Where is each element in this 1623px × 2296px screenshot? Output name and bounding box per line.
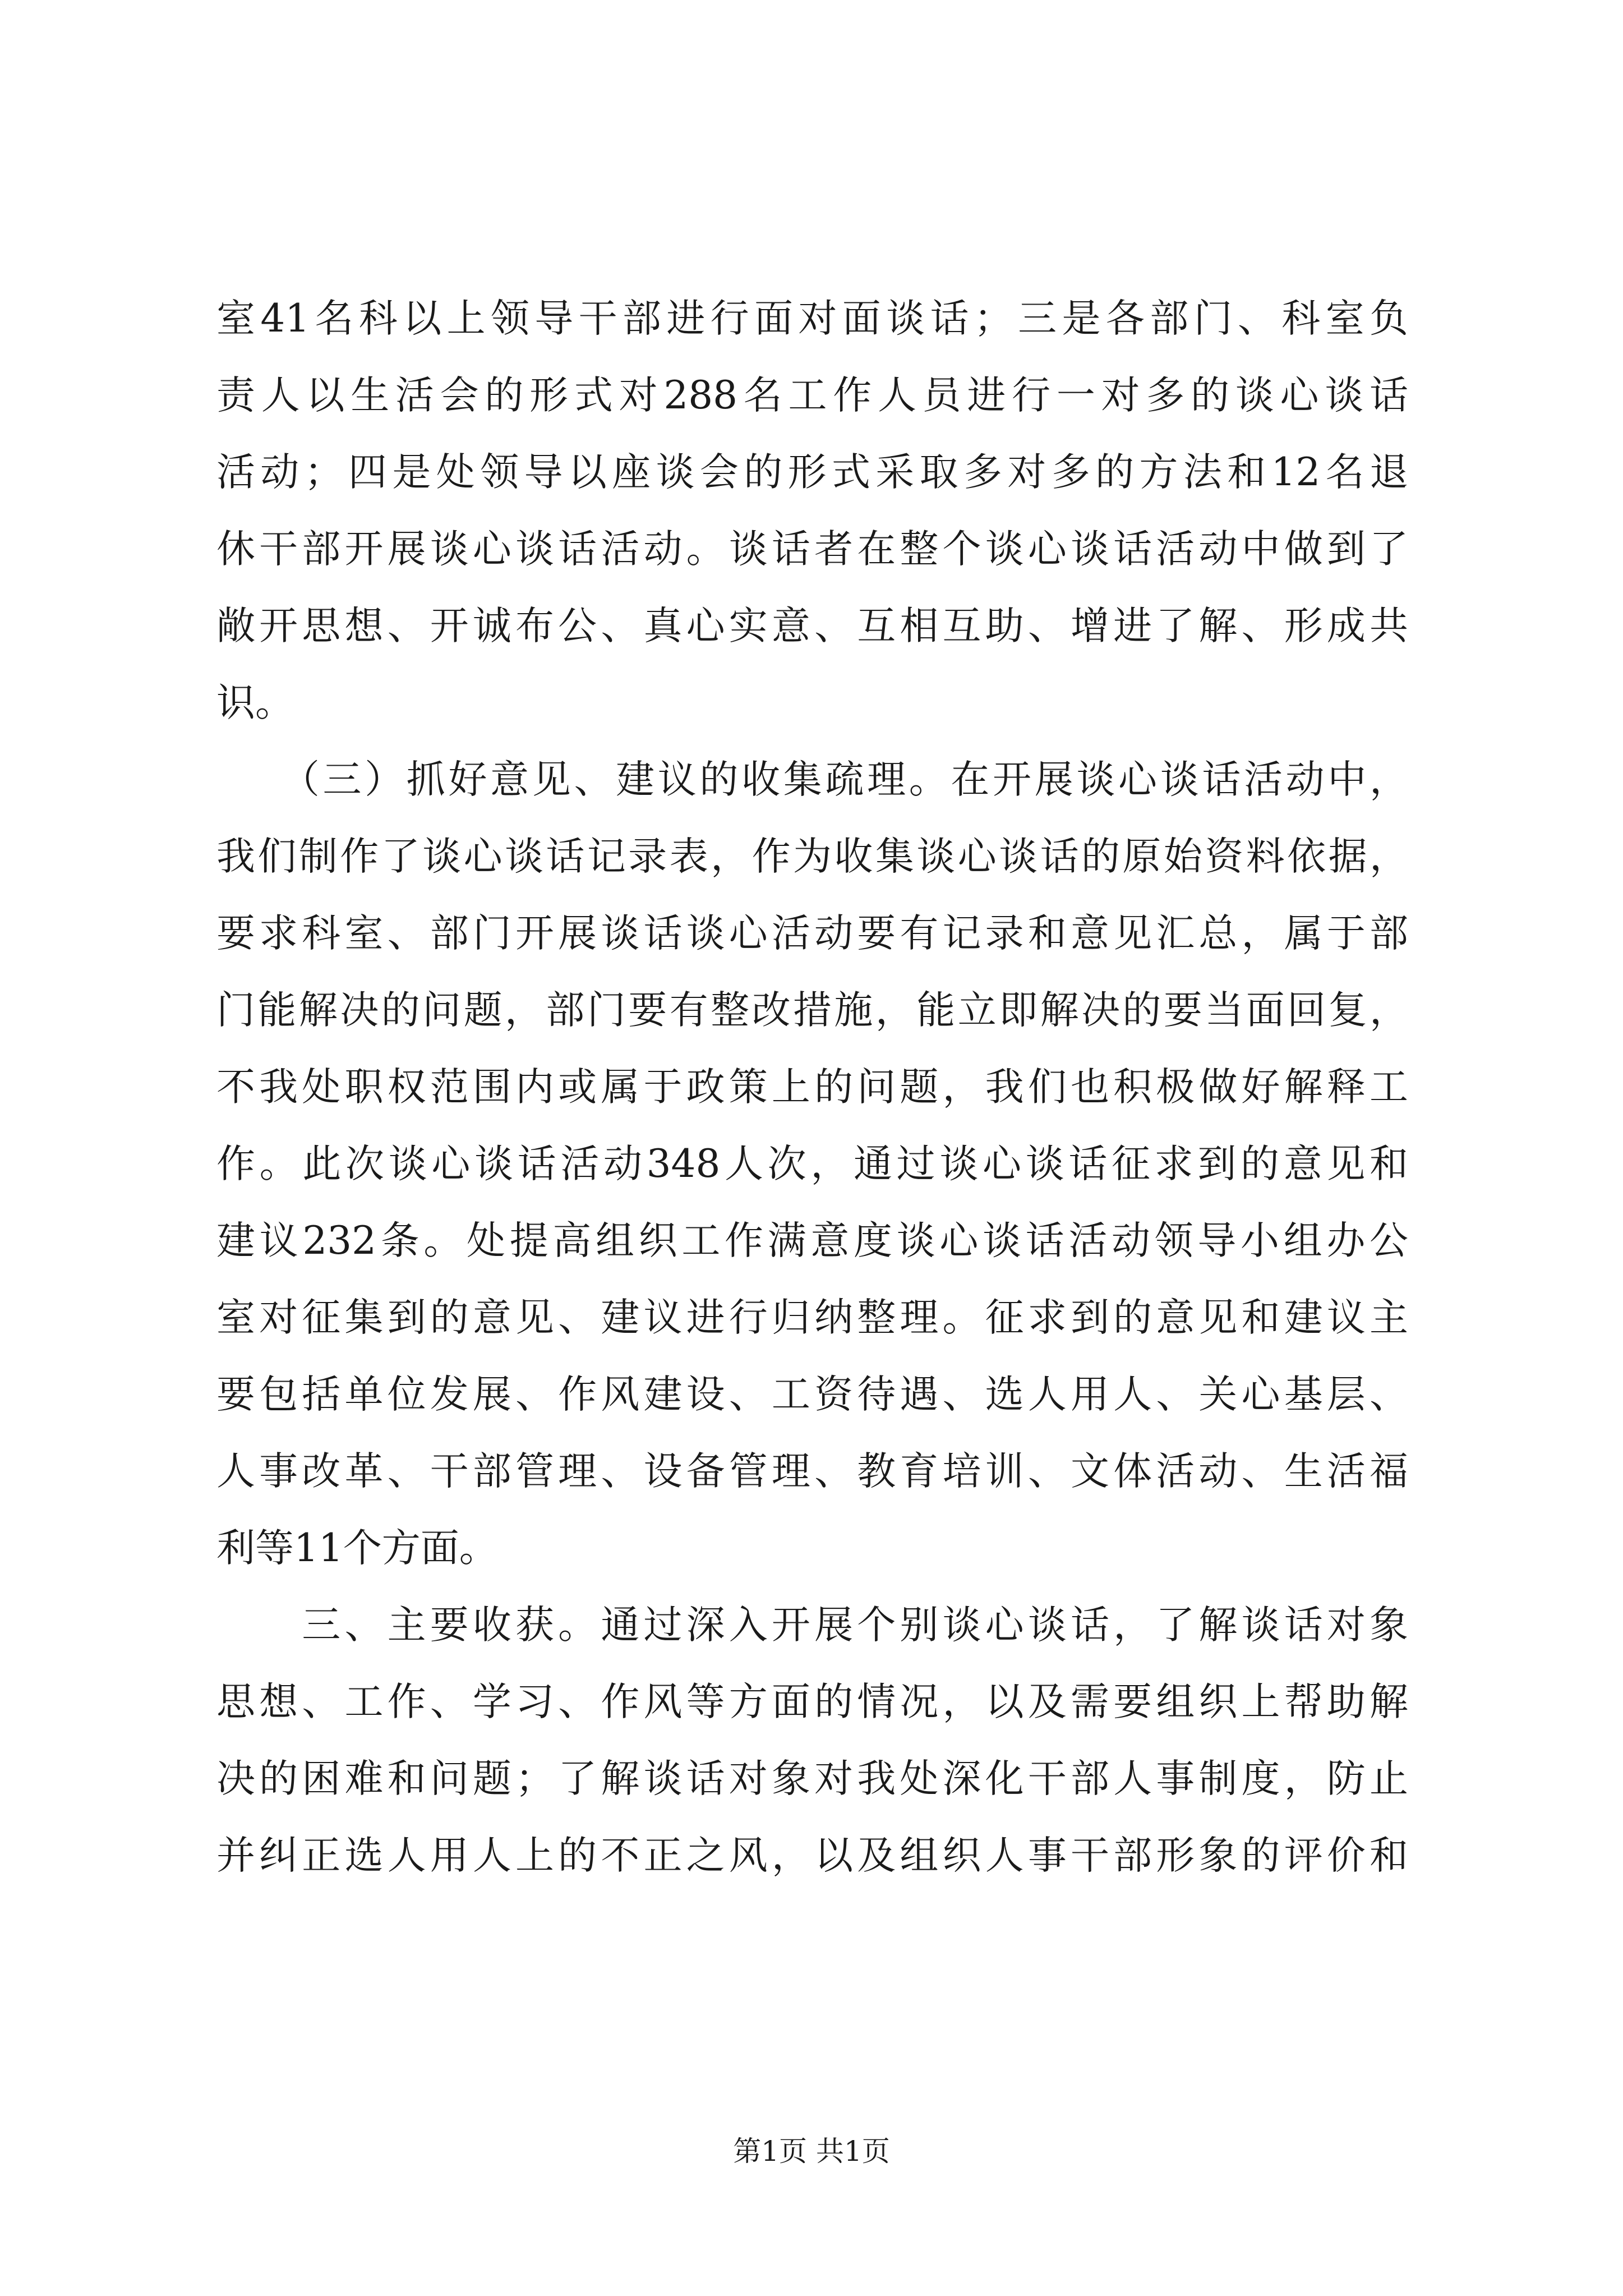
text-line: 室对征集到的意见、建议进行归纳整理。征求到的意见和建议主 [216,1295,1408,1340]
text-line: 识。 [216,680,294,725]
text-line: 休干部开展谈心谈话活动。谈话者在整个谈心谈话活动中做到了 [216,527,1408,572]
text-line: 利等11个方面。 [216,1526,498,1571]
text-line: （三）抓好意见、建议的收集疏理。在开展谈心谈话活动中， [216,757,1408,802]
text-line: 敞开思想、开诚布公、真心实意、互相互助、增进了解、形成共 [216,604,1408,648]
text-line: 要求科室、部门开展谈话谈心活动要有记录和意见汇总，属于部 [216,911,1408,956]
text-line: 门能解决的问题，部门要有整改措施，能立即解决的要当面回复， [216,988,1408,1033]
text-line: 决的困难和问题；了解谈话对象对我处深化干部人事制度，防止 [216,1756,1408,1801]
text-line: 活动；四是处领导以座谈会的形式采取多对多的方法和12名退 [216,450,1408,495]
text-line: 室41名科以上领导干部进行面对面谈话；三是各部门、科室负 [216,296,1408,341]
text-line: 思想、工作、学习、作风等方面的情况，以及需要组织上帮助解 [216,1680,1408,1724]
text-line: 作。此次谈心谈话活动348人次，通过谈心谈话征求到的意见和 [216,1142,1408,1186]
text-line: 三、主要收获。通过深入开展个别谈心谈话，了解谈话对象 [216,1603,1408,1648]
document-body [216,280,1408,1894]
page-footer: 第1页 共1页 [733,2135,890,2168]
text-line: 责人以生活会的形式对288名工作人员进行一对多的谈心谈话 [216,373,1408,418]
text-line: 人事改革、干部管理、设备管理、教育培训、文体活动、生活福 [216,1449,1408,1494]
text-line: 不我处职权范围内或属于政策上的问题，我们也积极做好解释工 [216,1065,1408,1110]
text-line: 建议232条。处提高组织工作满意度谈心谈话活动领导小组办公 [216,1218,1408,1263]
text-line: 要包括单位发展、作风建设、工资待遇、选人用人、关心基层、 [216,1372,1408,1417]
text-line: 我们制作了谈心谈话记录表，作为收集谈心谈话的原始资料依据， [216,834,1408,879]
text-line: 并纠正选人用人上的不正之风，以及组织人事干部形象的评价和 [216,1833,1408,1878]
